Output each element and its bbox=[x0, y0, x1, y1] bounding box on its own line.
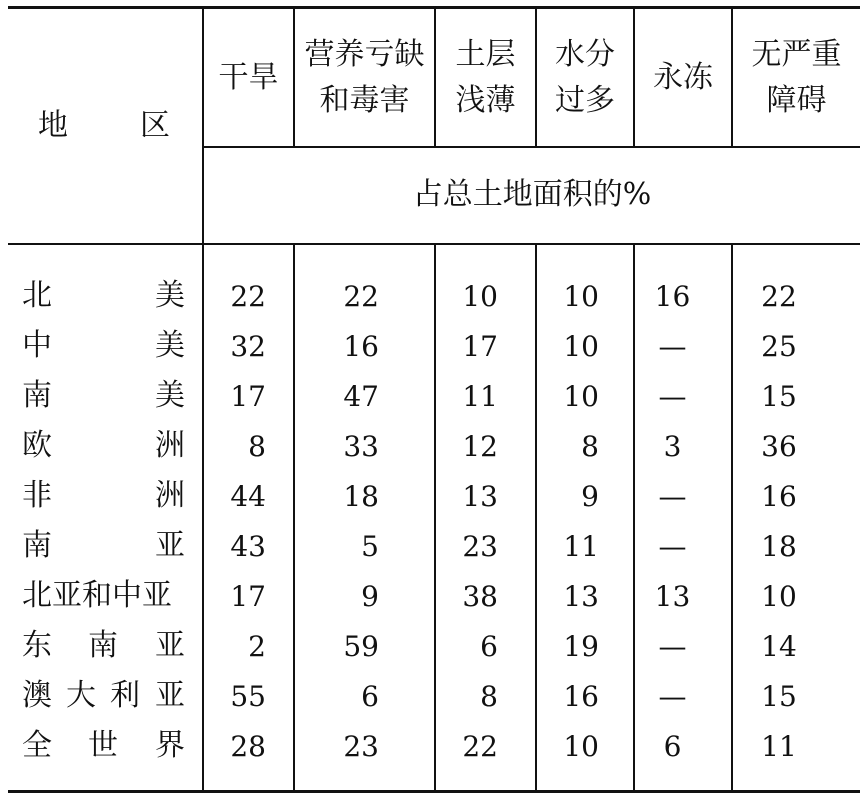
region-name: 洲 bbox=[155, 428, 185, 463]
region-name: 亚 bbox=[155, 628, 185, 663]
table-cell: 18 bbox=[761, 530, 797, 563]
region-name: 北亚和中亚 bbox=[22, 578, 172, 613]
col-header-drought bbox=[204, 55, 293, 101]
table-cell: 25 bbox=[761, 330, 797, 363]
region-name: 北 bbox=[22, 278, 52, 313]
table-cell: 23 bbox=[343, 730, 379, 763]
region-name: 南 bbox=[88, 628, 118, 663]
region-name: 美 bbox=[155, 378, 185, 413]
table-cell: 28 bbox=[230, 730, 266, 763]
col-header-nutrient bbox=[295, 32, 434, 124]
table-cell: 16 bbox=[654, 280, 691, 313]
table-cell: — bbox=[658, 380, 687, 413]
table-cell: 22 bbox=[230, 280, 266, 313]
table-cell: 13 bbox=[654, 580, 691, 613]
table-cell: 15 bbox=[761, 380, 797, 413]
col-header-line: 无严重 bbox=[751, 37, 842, 72]
table-cell: 22 bbox=[462, 730, 498, 763]
table-cell: — bbox=[658, 630, 687, 663]
region-header-char: 地 bbox=[38, 108, 68, 143]
table-cell: 59 bbox=[343, 630, 379, 663]
region-name: 中 bbox=[22, 328, 52, 363]
table-cell: 10 bbox=[563, 730, 599, 763]
table-cell: 23 bbox=[462, 530, 498, 563]
col-header-line: 水分 bbox=[555, 37, 615, 72]
table-cell: — bbox=[658, 530, 687, 563]
region-name: 全 bbox=[22, 728, 52, 763]
table-cell: 32 bbox=[230, 330, 266, 363]
table-cell: 8 bbox=[480, 680, 498, 713]
col-header-waterlogging bbox=[537, 32, 633, 124]
region-name: 界 bbox=[155, 728, 185, 763]
table-cell: 13 bbox=[563, 580, 599, 613]
col-header-line: 土层 bbox=[455, 37, 516, 72]
col-header-permafrost bbox=[635, 55, 731, 101]
col-header-line: 浅薄 bbox=[455, 83, 516, 118]
table-cell: 2 bbox=[248, 630, 266, 663]
region-name: 南 bbox=[22, 528, 52, 563]
table-cell: 43 bbox=[230, 530, 266, 563]
region-name: 洲 bbox=[155, 478, 185, 513]
table-cell: 3 bbox=[663, 430, 682, 463]
col-header-line: 过多 bbox=[555, 83, 615, 118]
table-cell: 11 bbox=[462, 380, 498, 413]
region-name: 非 bbox=[22, 478, 52, 513]
table-cell: 5 bbox=[361, 530, 379, 563]
table-cell: 18 bbox=[343, 480, 379, 513]
unit-label: 占总土地面积的% bbox=[412, 177, 652, 212]
table-cell: 10 bbox=[563, 280, 599, 313]
table-cell: 15 bbox=[761, 680, 797, 713]
region-name: 世 bbox=[88, 728, 118, 763]
header-inner-rule bbox=[203, 146, 860, 148]
table-cell: 8 bbox=[248, 430, 266, 463]
table-cell: — bbox=[658, 680, 687, 713]
table-cell: 8 bbox=[581, 430, 599, 463]
table-cell: 14 bbox=[761, 630, 797, 663]
col-header-line: 障碍 bbox=[766, 83, 827, 118]
region-name: 美 bbox=[155, 328, 185, 363]
col-header-no-constraint bbox=[733, 32, 860, 124]
table-cell: 10 bbox=[761, 580, 797, 613]
table-cell: 19 bbox=[563, 630, 599, 663]
table-cell: 16 bbox=[343, 330, 379, 363]
table-cell: 22 bbox=[343, 280, 379, 313]
table-cell: 17 bbox=[462, 330, 498, 363]
table-cell: 6 bbox=[480, 630, 498, 663]
table-cell: 44 bbox=[230, 480, 266, 513]
table-cell: 9 bbox=[581, 480, 599, 513]
region-name: 南 bbox=[22, 378, 52, 413]
col-header-line: 营养亏缺 bbox=[304, 37, 425, 72]
col-header-line: 和毒害 bbox=[319, 83, 410, 118]
table-cell: 16 bbox=[563, 680, 599, 713]
table-cell: 6 bbox=[361, 680, 379, 713]
region-name: 利 bbox=[110, 678, 140, 713]
region-name: 美 bbox=[155, 278, 185, 313]
table-cell: 13 bbox=[462, 480, 498, 513]
col-header-line: 干旱 bbox=[218, 60, 279, 95]
table-cell: 38 bbox=[462, 580, 498, 613]
region-name: 欧 bbox=[22, 428, 52, 463]
table-cell: 11 bbox=[761, 730, 797, 763]
table-cell: 12 bbox=[462, 430, 498, 463]
table-cell: 47 bbox=[343, 380, 379, 413]
table-cell: 10 bbox=[563, 330, 599, 363]
region-name: 亚 bbox=[155, 678, 185, 713]
region-name: 澳 bbox=[22, 678, 52, 713]
table-cell: 9 bbox=[361, 580, 379, 613]
region-name: 亚 bbox=[155, 528, 185, 563]
table-cell: 17 bbox=[230, 380, 266, 413]
table-cell: 10 bbox=[462, 280, 498, 313]
table-cell: 36 bbox=[761, 430, 797, 463]
table-cell: 10 bbox=[563, 380, 599, 413]
region-name: 大 bbox=[66, 678, 96, 713]
table-cell: 55 bbox=[230, 680, 266, 713]
table-cell: 22 bbox=[761, 280, 797, 313]
col-header-line: 永冻 bbox=[653, 60, 713, 95]
table-cell: 16 bbox=[761, 480, 797, 513]
table-cell: — bbox=[658, 480, 687, 513]
table-cell: 17 bbox=[230, 580, 266, 613]
region-name: 东 bbox=[22, 628, 52, 663]
table-cell: 33 bbox=[343, 430, 379, 463]
table-cell: 11 bbox=[563, 530, 599, 563]
col-header-shallow bbox=[436, 32, 535, 124]
table-cell: 6 bbox=[663, 730, 682, 763]
region-header-char: 区 bbox=[140, 108, 170, 143]
table-cell: — bbox=[658, 330, 687, 363]
